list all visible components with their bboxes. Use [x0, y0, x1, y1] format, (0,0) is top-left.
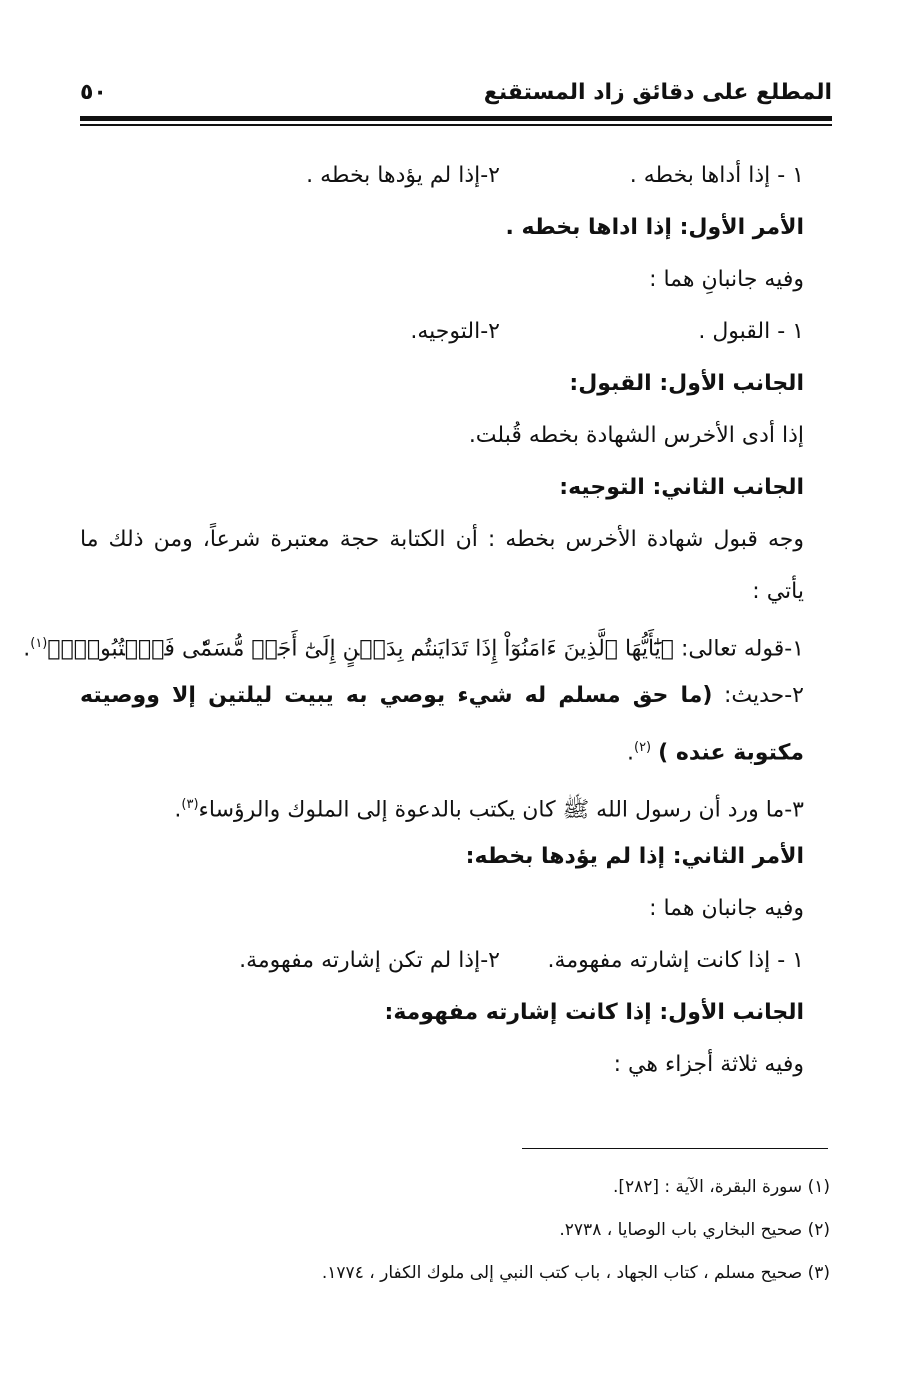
evidence-3-text: ٣-ما ورد أن رسول الله ﷺ كان يكتب بالدعوة إلى الملوك والرؤساء: [198, 797, 804, 823]
footnote-ref-2: (٢): [633, 740, 652, 755]
heading-aspect-understood-sign: الجانب الأول: إذا كانت إشارته مفهومة:: [384, 1000, 804, 1026]
main-text: [23, 150, 830, 1091]
sign-cases-list: [80, 935, 830, 987]
case-item-1: ١ - إذا أداها بخطه .: [629, 163, 804, 188]
case-item-2: ٢-إذا لم يؤدها بخطه .: [306, 163, 500, 188]
header-rule-thick: [80, 116, 832, 121]
book-title: المطلع على دقائق زاد المستقنع: [483, 80, 832, 105]
aspects-list: [80, 306, 830, 358]
aspects-intro-2: وفيه جانبان هما :: [649, 896, 804, 922]
aspects-intro-1: وفيه جانبانِ هما :: [649, 267, 804, 292]
evidence-3: ٣-ما ورد أن رسول الله ﷺ كان يكتب بالدعوة إلى الملوك والرؤساء$^{(٣)}$.: [174, 797, 804, 823]
cases-list: [80, 150, 830, 202]
footnote-ref-3: (٣): [181, 797, 199, 813]
sign-item-1: ١ - إذا كانت إشارته مفهومة.: [547, 948, 804, 974]
evidence-2-prefix: ٢-حديث:: [712, 683, 804, 708]
heading-aspect-acceptance: الجانب الأول: القبول:: [569, 371, 804, 396]
evidence-1: ١-قوله تعالى: ﴿يَٰٓأَيُّهَا ٱلَّذِينَ ءَامَنُوٓاْ إِذَا تَدَايَنتُم بِدَيۡنٍ إِلَىٰٓ أَجَلٖ مُّسَمّٗى فَٱكۡتُبُوهُۚ﴾$^{(١)}$.: [23, 636, 804, 662]
heading-aspect-justification: الجانب الثاني: التوجيه:: [559, 475, 804, 500]
heading-first-matter: الأمر الأول: إذا اداها بخطه .: [505, 215, 804, 240]
acceptance-paragraph: إذا أدى الأخرس الشهادة بخطه قُبلت.: [468, 423, 804, 448]
aspect-item-1: ١ - القبول .: [698, 319, 804, 344]
header-rule-thin: [80, 124, 832, 126]
heading-second-matter: الأمر الثاني: إذا لم يؤدها بخطه:: [465, 844, 804, 870]
sign-item-2: ٢-إذا لم تكن إشارته مفهومة.: [239, 948, 500, 974]
page-number: ٥٠: [80, 80, 107, 105]
evidence-1-prefix: ١-قوله تعالى:: [673, 636, 804, 662]
footnote-ref-1: (١): [30, 636, 48, 651]
evidence-2: ٢-حديث: (ما حق مسلم له شيء يوصي به يبيت ليلتين إلا ووصيته مكتوبة عنده ) $^{(٢)}$.: [80, 683, 804, 766]
justification-paragraph: وجه قبول شهادة الأخرس بخطه : أن الكتابة حجة معتبرة شرعاً، ومن ذلك ما يأتي :: [80, 527, 804, 604]
footnotes: [80, 1166, 830, 1295]
hadith-text: (ما حق مسلم له شيء يوصي به يبيت ليلتين إلا ووصيته مكتوبة عنده ): [80, 683, 804, 766]
three-parts-intro: وفيه ثلاثة أجزاء هي :: [613, 1052, 804, 1078]
quran-verse: ﴿يَٰٓأَيُّهَا ٱلَّذِينَ ءَامَنُوٓاْ إِذَا تَدَايَنتُم بِدَيۡنٍ إِلَىٰٓ أَجَلٖ مُّسَمّٗى فَٱكۡتُبُوهُۚ﴾: [47, 636, 674, 662]
footnote-3: (٣) صحيح مسلم ، كتاب الجهاد ، باب كتب النبي إلى ملوك الكفار ، ١٧٧٤.: [321, 1263, 830, 1283]
running-header: [80, 80, 832, 116]
aspect-item-2: ٢-التوجيه.: [410, 319, 500, 344]
footnote-1: (١) سورة البقرة، الآية : [٢٨٢].: [612, 1177, 830, 1197]
footnote-separator: [522, 1148, 828, 1149]
footnote-2: (٢) صحيح البخاري باب الوصايا ، ٢٧٣٨.: [559, 1220, 830, 1240]
